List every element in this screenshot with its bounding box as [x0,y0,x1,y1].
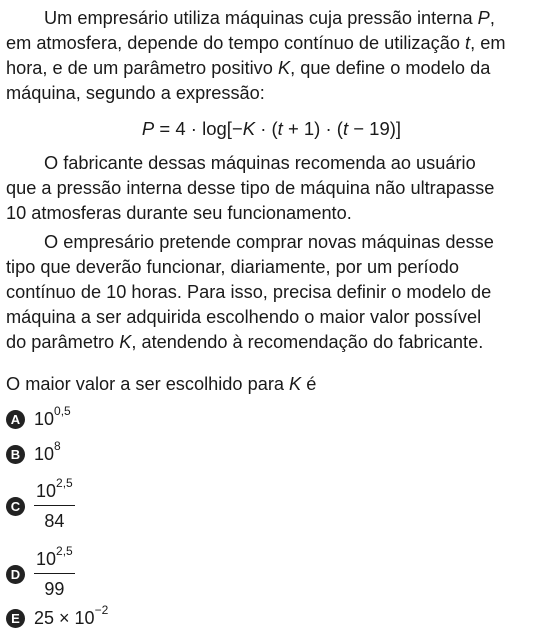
option-e[interactable] [6,603,109,629]
var-p: P [477,8,490,28]
option-a-base: 10 [34,409,55,429]
formula-k: K [242,118,256,139]
formula-p: P [141,118,155,139]
option-a-badge[interactable]: A [6,410,25,429]
option-d[interactable] [6,544,75,600]
manufacturer-line-2: que a pressão interna desse tipo de máquina não ultrapasse [6,178,495,198]
entrepreneur-line-5-b: , atendendo à recomendação do fabricante. [131,332,484,352]
formula-part-1: = 4 · log[− [154,118,243,139]
option-b[interactable] [6,439,61,465]
entrepreneur-line-4: máquina a ser adquirida escolhendo o maior valor possível [6,307,482,327]
entrepreneur-line-5-a: do parâmetro [6,332,120,352]
option-d-num-base: 10 [36,549,57,569]
option-b-badge[interactable]: B [6,445,25,464]
option-c[interactable] [6,476,75,532]
formula-t2: t [342,118,349,139]
option-e-exp: −2 [94,603,109,617]
entrepreneur-line-1: O empresário pretende comprar novas máquinas desse [44,232,494,252]
option-d-badge[interactable]: D [6,565,25,584]
option-b-base: 10 [34,444,55,464]
pressure-formula [0,116,543,141]
formula-t1: t [277,118,283,139]
formula-part-4: − 19)] [348,118,402,139]
intro-line-2-b: , em [470,33,506,53]
option-e-coef: 25 × [34,608,75,628]
option-b-exp: 8 [54,439,61,453]
option-c-fraction [34,476,75,532]
manufacturer-paragraph [6,151,533,226]
entrepreneur-paragraph [6,230,533,355]
option-d-num-exp: 2,5 [56,544,73,558]
manufacturer-line-3: 10 atmosferas durante seu funcionamento. [6,203,352,223]
entrepreneur-line-2: tipo que deverão funcionar, diariamente, por um período [6,257,459,277]
option-e-base: 10 [74,608,95,628]
intro-paragraph [6,6,533,106]
option-a-value [34,404,71,430]
intro-line-3-b: , que define o modelo da [290,58,491,78]
intro-line-2-a: em atmosfera, depende do tempo contínuo de utilização [6,33,466,53]
intro-line-4: máquina, segundo a expressão: [6,83,265,103]
question-text-b: é [301,374,317,394]
question-var-k: K [289,374,302,394]
formula-part-3: + 1) · ( [282,118,343,139]
option-e-value [34,603,109,629]
option-c-numerator [34,476,75,506]
option-d-numerator [34,544,75,574]
option-c-badge[interactable]: C [6,497,25,516]
option-a-exp: 0,5 [54,404,71,418]
entrepreneur-line-3: contínuo de 10 horas. Para isso, precisa definir o modelo de [6,282,492,302]
var-t: t [465,33,471,53]
option-e-badge[interactable]: E [6,609,25,628]
intro-line-1-a: Um empresário utiliza máquinas cuja pressão interna [44,8,478,28]
manufacturer-line-1: O fabricante dessas máquinas recomenda ao usuário [44,153,476,173]
option-c-num-exp: 2,5 [56,476,73,490]
option-c-num-base: 10 [36,481,57,501]
var-k: K [277,58,291,78]
entrepreneur-var-k: K [119,332,132,352]
option-d-fraction [34,544,75,600]
intro-line-1-b: , [489,8,495,28]
option-c-denominator: 84 [44,511,65,531]
option-a[interactable] [6,404,71,430]
question-text-a: O maior valor a ser escolhido para [6,374,290,394]
question-stem [6,372,316,397]
option-d-denominator: 99 [44,579,65,599]
option-b-value [34,439,61,465]
formula-part-2: · ( [255,118,278,139]
intro-line-3-a: hora, e de um parâmetro positivo [6,58,278,78]
